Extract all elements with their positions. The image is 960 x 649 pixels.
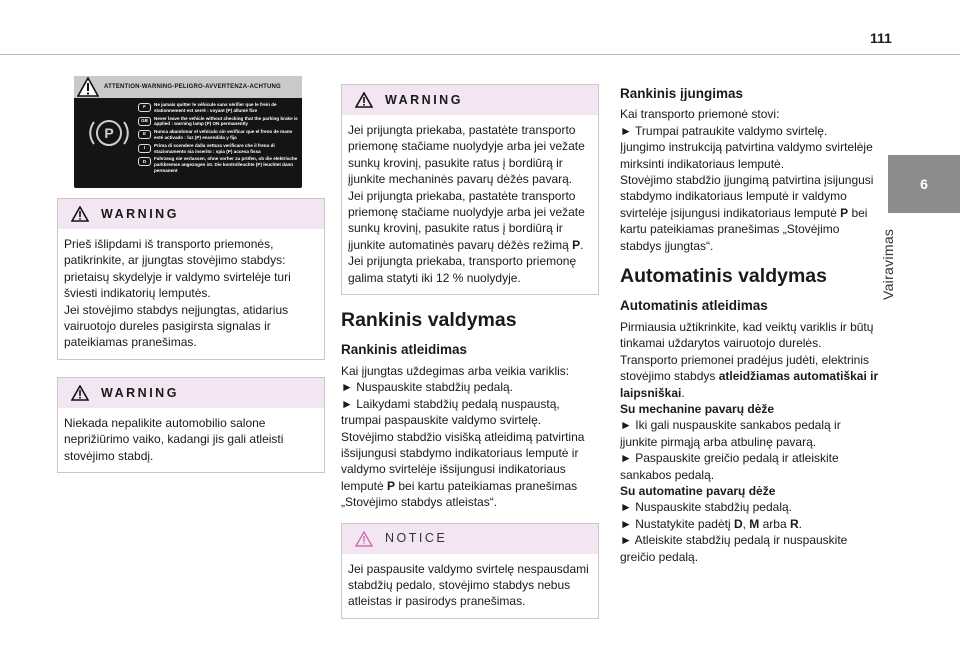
paragraph: Transporto priemonei pradėjus judėti, elektrinis stovėjimo stabdys atleidžiamas automatiškai ir laipsniškai.	[620, 352, 879, 400]
bullet-item: ► Laikydami stabdžių pedalą nuspaustą, trumpai paspauskite valdymo svirtelę.	[341, 396, 560, 428]
paragraph: Stovėjimo stabdžio įjungimą patvirtina įsijungusi stabdymo indikatoriaus lemputė ir valdymo svirtelėje įsijungusi indikatoriaus lemputė P bei kartu pateikiamas pranešimas „Stovėjimo stabdys įjungtas“.	[620, 173, 874, 253]
bullet-icon: ►	[620, 533, 632, 548]
label-line-text: Nunca abandonar el vehículo sin verificar que el freno de mano esté activado : luz (P) encendida y fija	[154, 129, 293, 140]
bullet-icon: ►	[620, 451, 632, 466]
label-line-text: Ne jamais quitter le véhicule sans vérifier que le frein de stationnement est serré : voyant (P) allumé fixe	[154, 102, 277, 113]
warning-header	[58, 199, 324, 229]
bullet-item: ► Nustatykite padėtį D, M arba R.	[620, 516, 802, 531]
bullet-item: ► Atleiskite stabdžių pedalą ir nuspauskite greičio pedalą.	[620, 533, 848, 564]
subsection-heading: Automatinis atleidimas	[620, 298, 768, 314]
bullet-icon: ►	[620, 516, 632, 531]
paragraph: Kai įjungtas uždegimas arba veikia variklis:	[341, 363, 570, 378]
country-code-badge: GB	[138, 117, 151, 126]
paragraph: Stovėjimo stabdžio visišką atleidimą patvirtina išsijungusi stabdymo indikatoriaus lemputė ir valdymo svirtelėje išsijungusi indikatoriaus lemputė P bei kartu pateikiamas pranešimas „Stovėjimo stabdys atleistas“.	[341, 429, 585, 510]
label-lines	[138, 102, 300, 176]
label-line-text: Prima di scendere dalla vettura verificare che il freno di stazionamento sia inserito : spia (P) accesa fissa	[154, 142, 275, 154]
warning-title: WARNING	[385, 92, 463, 107]
section-heading: Rankinis valdymas	[341, 309, 517, 332]
bullet-icon: ►	[341, 396, 353, 411]
notice-header	[342, 524, 598, 554]
svg-text:P: P	[104, 125, 114, 141]
notice-box	[341, 523, 599, 619]
warning-triangle-icon	[77, 77, 99, 97]
parking-brake-icon	[88, 112, 130, 154]
warning-box-1	[57, 198, 325, 360]
column-3	[620, 76, 880, 565]
section-heading: Automatinis valdymas	[620, 265, 827, 288]
warning-body	[58, 229, 324, 359]
paragraph: Pirmiausia užtikrinkite, kad veiktų variklis ir būtų tinkamai uždarytos vairuotojo durelės.	[620, 319, 874, 351]
warning-paragraph: Jei prijungta priekaba, pastatėte transporto priemonę stačiame nuolydyje arba jei vežate sunkų krovinį, pasukite ratus į bordiūrą ir įjunkite automatinės pavarų dėžės režimą P.	[348, 188, 585, 252]
label-line	[138, 116, 300, 128]
notice-paragraph: Jei paspausite valdymo svirtelę nespausdami stabdžių pedalo, stovėjimo stabdys nebus atleistas ir pasirodys pranešimas.	[348, 561, 589, 609]
subsection-heading: Rankinis atleidimas	[341, 342, 468, 358]
notice-triangle-icon	[355, 531, 373, 547]
warning-triangle-icon	[71, 385, 89, 401]
warning-body	[58, 408, 324, 472]
paragraph: Kai transporto priemonė stovi:	[620, 107, 780, 122]
label-line-text: Fahrzeug nie verlassen, ohne vorher zu prüfen, ob die elektrische parkbremse angezogen ist. Die kontrolleuchte (P) leuchtet dann permanent	[154, 156, 298, 173]
warning-box-3	[341, 84, 599, 295]
bullet-icon: ►	[341, 380, 353, 395]
label-header-text: ATTENTION-WARNING-PELIGRO-AVVERTENZA-ACHTUNG	[104, 84, 281, 90]
warning-triangle-icon	[355, 92, 373, 108]
country-code-badge: F	[138, 103, 151, 112]
label-line-text: Never leave the vehicle without checking that the parking brake is applied : warning lamp (P) ON permanently	[154, 115, 298, 127]
gearbox-heading: Su mechanine pavarų dėže	[620, 401, 775, 416]
column-2	[341, 76, 599, 619]
page-number: 111	[870, 30, 892, 46]
bullet-item: ► Paspauskite greičio pedalą ir atleiskite sankabos pedalą.	[620, 451, 839, 482]
country-code-badge: E	[138, 130, 151, 139]
warning-header	[342, 85, 598, 115]
warning-box-2	[57, 377, 325, 473]
parking-brake-warning-label	[74, 76, 302, 188]
label-header	[74, 76, 302, 98]
country-code-badge: I	[138, 144, 151, 153]
bullet-item: ► Nuspauskite stabdžių pedalą.	[341, 380, 514, 395]
country-code-badge: D	[138, 157, 151, 166]
gearbox-heading: Su automatine pavarų dėže	[620, 483, 776, 498]
label-line	[138, 102, 300, 114]
column-1	[57, 76, 325, 473]
warning-paragraph: Jei stovėjimo stabdys neįjungtas, atidarius vairuotojo dureles pasigirsta signalas ir pateikiamas pranešimas.	[64, 302, 289, 350]
chapter-label-container	[880, 220, 920, 300]
label-line	[138, 129, 300, 141]
label-line	[138, 156, 300, 173]
warning-paragraph: Prieš išlipdami iš transporto priemonės, patikrinkite, ar įjungtas stovėjimo stabdys: prietaisų skydelyje ir valdymo svirtelėje turi šviesti indikatorių lemputės.	[64, 237, 291, 301]
chapter-label: Vairavimas	[880, 228, 896, 300]
notice-title: NOTICE	[385, 531, 448, 546]
bullet-icon: ►	[620, 500, 632, 515]
warning-paragraph: Niekada nepalikite automobilio salone neprižiūrimo vaiko, kadangi jis gali atleisti stovėjimo stabdį.	[64, 415, 284, 463]
chapter-tab[interactable]: 6	[888, 155, 960, 213]
notice-body	[342, 554, 598, 618]
warning-title: WARNING	[101, 206, 179, 221]
warning-title: WARNING	[101, 385, 179, 400]
bullet-icon: ►	[620, 418, 632, 433]
warning-paragraph: Jei prijungta priekaba, pastatėte transporto priemonę stačiame nuolydyje arba jei vežate sunkų krovinį, pasukite ratus į bordiūrą ir įjunkite mechaninės pavarų dėžės pavarą.	[348, 123, 585, 187]
paragraph: Įjungimo instrukciją patvirtina valdymo svirtelėje mirksinti indikatoriaus lemputė.	[620, 140, 873, 171]
bullet-icon: ►	[620, 123, 632, 138]
subsection-heading: Rankinis įjungimas	[620, 86, 744, 101]
bullet-item: ► Iki gali nuspauskite sankabos pedalą ir įjunkite pirmąją arba atbulinę pavarą.	[620, 418, 841, 449]
bullet-item: ► Nuspauskite stabdžių pedalą.	[620, 500, 793, 515]
warning-triangle-icon	[71, 206, 89, 222]
header-rule	[0, 54, 960, 55]
warning-header	[58, 378, 324, 408]
warning-paragraph: Jei prijungta priekaba, transporto priemonę galima statyti iki 12 % nuolydyje.	[348, 254, 577, 285]
label-line	[138, 143, 300, 155]
warning-body	[342, 115, 598, 294]
bullet-item: ► Trumpai patraukite valdymo svirtelę.	[620, 123, 828, 138]
